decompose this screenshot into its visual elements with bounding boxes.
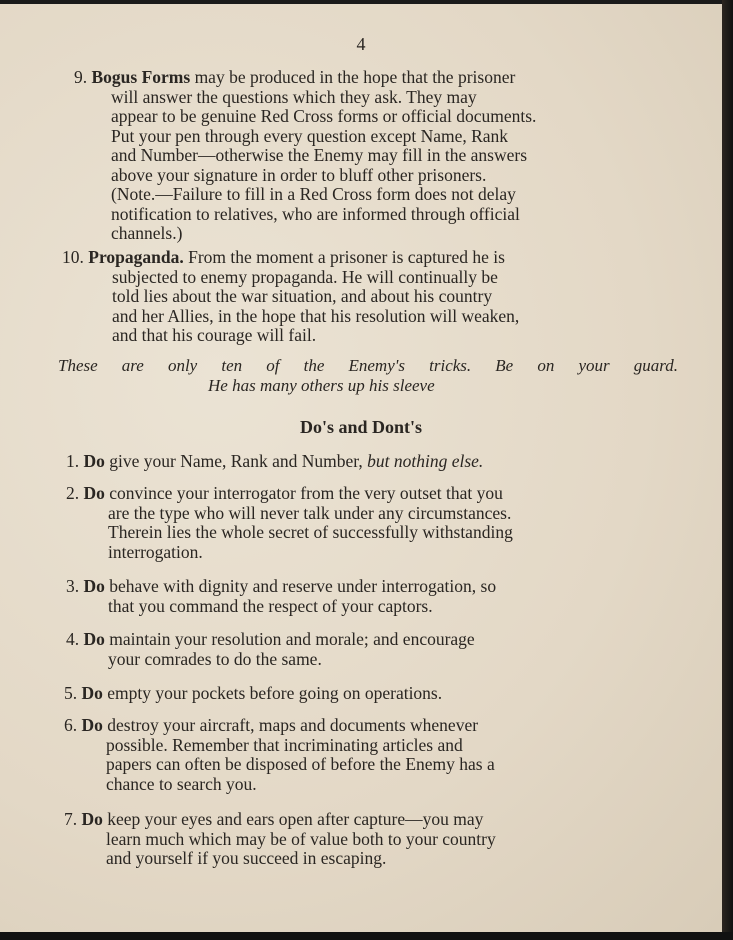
item-number: 5. (64, 683, 78, 703)
item-lead: Do (81, 809, 103, 829)
item-number: 3. (66, 576, 80, 596)
item-text: Therein lies the whole secret of successfully withstanding (108, 522, 513, 542)
item-text: notification to relatives, who are informed through official (111, 203, 520, 224)
item-number: 9. (74, 67, 88, 87)
item-text: destroy your aircraft, maps and documents whenever (102, 715, 479, 735)
list-item-do-6 (64, 716, 674, 794)
item-heading: Bogus Forms (91, 67, 191, 87)
item-text: and Number—otherwise the Enemy may fill in the answers (111, 145, 528, 165)
item-text: From the moment a prisoner is captured he is (183, 247, 505, 267)
item-heading: Propaganda. (88, 247, 184, 267)
item-text: interrogation. (108, 541, 203, 562)
item-text: and her Allies, in the hope that his resolution will weaken, (112, 305, 520, 326)
item-lead: Do (81, 715, 103, 735)
item-text: and yourself if you succeed in escaping. (106, 848, 387, 868)
item-text: maintain your resolution and morale; and encourage (104, 629, 475, 649)
item-number: 6. (64, 715, 78, 735)
item-text: are the type who will never talk under any circumstances. (108, 502, 512, 523)
page-number: 4 (356, 34, 366, 54)
warning-line: He has many others up his sleeve (208, 376, 435, 395)
list-item-propaganda (62, 248, 662, 346)
item-number: 7. (64, 809, 78, 829)
list-item-do-1 (66, 452, 666, 472)
item-text: above your signature in order to bluff other prisoners. (111, 164, 487, 185)
item-number: 2. (66, 483, 80, 503)
page-edge-shadow (722, 0, 733, 940)
list-item-do-3 (66, 577, 676, 616)
list-item-bogus-forms (74, 68, 654, 244)
item-lead: Do (81, 683, 103, 703)
item-text: your comrades to do the same. (108, 648, 322, 669)
item-lead: Do (83, 629, 105, 649)
item-number: 10. (62, 247, 84, 267)
item-text: (Note.—Failure to fill in a Red Cross form does not delay (111, 184, 516, 204)
item-text: appear to be genuine Red Cross forms or official documents. (111, 106, 537, 126)
list-item-do-4 (66, 630, 676, 669)
item-text: possible. Remember that incriminating articles and (106, 734, 463, 755)
warning-note (58, 356, 678, 396)
item-lead: Do (83, 483, 105, 503)
item-text: keep your eyes and ears open after capture—you may (102, 809, 484, 829)
item-text: chance to search you. (106, 773, 257, 794)
item-lead: Do (83, 576, 105, 596)
item-text: learn much which may be of value both to your country (106, 828, 496, 849)
item-text: subjected to enemy propaganda. He will continually be (112, 266, 498, 287)
item-lead: Do (83, 451, 105, 471)
item-number: 1. (66, 451, 80, 471)
section-heading: Do's and Dont's (299, 417, 423, 437)
warning-line: These are only ten of the Enemy's tricks. Be on your guard. (58, 356, 678, 375)
item-text: that you command the respect of your captors. (108, 595, 433, 616)
item-text: papers can often be disposed of before the Enemy has a (106, 754, 495, 774)
item-number: 4. (66, 629, 80, 649)
list-item-do-2 (66, 484, 676, 562)
list-item-do-7 (64, 810, 678, 869)
item-text: convince your interrogator from the very outset that you (104, 483, 503, 503)
item-text: empty your pockets before going on operations. (102, 683, 443, 703)
item-text-italic: but nothing else. (367, 451, 484, 471)
item-text: may be produced in the hope that the prisoner (190, 67, 516, 87)
item-text: told lies about the war situation, and about his country (112, 286, 493, 306)
list-item-do-5 (64, 684, 674, 704)
item-text: give your Name, Rank and Number, (104, 451, 368, 471)
item-text: and that his courage will fail. (112, 325, 317, 345)
item-text: Put your pen through every question except Name, Rank (111, 125, 509, 146)
item-text: behave with dignity and reserve under interrogation, so (104, 576, 497, 596)
page-edge-shadow (0, 932, 733, 940)
item-text: channels.) (111, 223, 183, 243)
item-text: will answer the questions which they ask. They may (111, 86, 477, 107)
booklet-page (0, 4, 722, 932)
